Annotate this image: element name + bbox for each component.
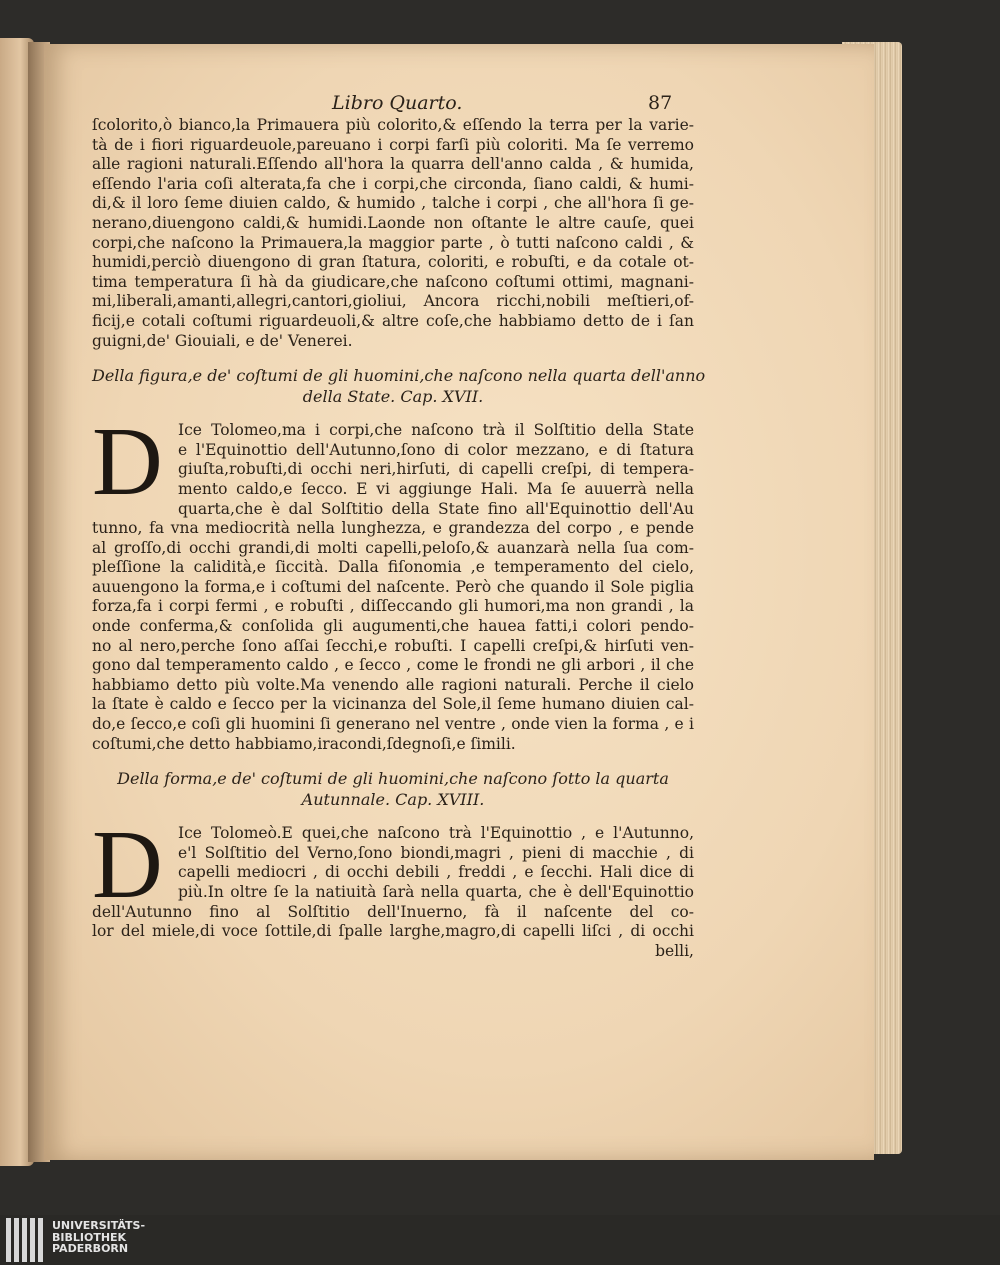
logo-line: PADERBORN <box>52 1242 129 1255</box>
paragraph-1 <box>92 116 694 351</box>
library-logo-icon <box>6 1218 46 1262</box>
logo-line: UNIVERSITÄTS- <box>52 1219 146 1232</box>
text-line: Ice Tolomeo,ma i corpi,che naſcono trà il Solſtitio della State <box>178 421 694 440</box>
chapter-heading-17 <box>92 365 706 407</box>
text-line: pleſſione la calidità,e ſiccità. Dalla fiſonomia ,e temperamento del cielo, <box>92 558 694 577</box>
heading-line: Autunnale. Cap. XVIII. <box>301 790 485 810</box>
text-line: alle ragioni naturali.Eſſendo all'hora la quarra dell'anno calda , & humida, <box>92 155 694 174</box>
text-line: gono dal temperamento caldo , e ſecco , come le frondi ne gli arbori , il che <box>92 656 694 675</box>
text-line: lor del miele,di voce ſottile,di ſpalle larghe,magro,di capelli liſci , di occhi <box>92 922 694 941</box>
page-text <box>92 92 706 961</box>
text-line: dell'Autunno fino al Solſtitio dell'Inuerno, fà il naſcente del co- <box>92 902 694 921</box>
text-line: humidi,perciò diuengono di gran ſtatura, coloriti, e robuſti, e da cotale ot- <box>92 253 694 272</box>
running-title: Libro Quarto. <box>332 92 463 114</box>
text-line: no al nero,perche ſono aſſai ſecchi,e robuſti. I capelli creſpi,& hirſuti ven- <box>92 636 694 655</box>
text-line: coſtumi,che detto habbiamo,iracondi,ſdegnoſi,e ſimili. <box>92 734 516 753</box>
text-line: e'l Solſtitio del Verno,ſono biondi,magri , pieni di macchie , di <box>178 843 694 862</box>
text-line: mi,liberali,amanti,allegri,cantori,gioliui, Ancora ricchi,nobili meſtieri,of- <box>92 292 694 311</box>
library-footer <box>0 1215 1000 1265</box>
text-line: eſſendo l'aria coſi alterata,fa che i corpi,che circonda, ſiano caldi, & humi- <box>92 174 694 193</box>
text-line: giuſta,robuſti,di occhi neri,hirſuti, di capelli creſpi, di tempera- <box>178 460 694 479</box>
text-line: guigni,de' Giouiali, e de' Venerei. <box>92 331 353 350</box>
heading-line: della State. Cap. XVII. <box>302 387 484 407</box>
heading-line: Della forma,e de' coſtumi de gli huomini,che naſcono ſotto la quarta <box>117 769 669 789</box>
text-line: tà de i fiori riguardeuole,pareuano i corpi farſi più coloriti. Ma ſe verremo <box>92 135 694 154</box>
library-logo-text <box>52 1220 145 1255</box>
text-line: habbiamo detto più volte.Ma venendo alle ragioni naturali. Perche il cielo <box>92 675 694 694</box>
drop-cap: D <box>92 811 163 920</box>
text-line: onde conferma,& conſolida gli augumenti,che hauea fatti,i colori pendo- <box>92 617 694 636</box>
text-line: forza,fa i corpi fermi , e robuſti , diſſeccando gli humori,ma non grandi , la <box>92 597 694 616</box>
text-line: ſcolorito,ò bianco,la Primauera più colorito,& eſſendo la terra per la varie- <box>92 116 694 134</box>
chapter-heading-18 <box>92 768 694 810</box>
text-line: auuengono la forma,e i coſtumi del naſcente. Però che quando il Sole piglia <box>92 577 694 596</box>
text-line: tunno, fa vna mediocrità nella lunghezza, e grandezza del corpo , e pende <box>92 519 694 538</box>
text-line: Ice Tolomeò.E quei,che naſcono trà l'Equinottio , e l'Autunno, <box>178 824 694 843</box>
paragraph-2 <box>92 408 694 754</box>
text-line: al groſſo,di occhi grandi,di molti capelli,peloſo,& auanzarà nella ſua com- <box>92 538 694 557</box>
text-line: ficij,e cotali coſtumi riguardeuoli,& altre coſe,che habbiamo detto de i ſan <box>92 311 694 330</box>
text-line: tima temperatura ſi hà da giudicare,che naſcono coſtumi ottimi, magnani- <box>92 272 694 291</box>
text-line: capelli mediocri , di occhi debili , freddi , e ſecchi. Hali dice di <box>178 863 694 882</box>
text-line: la ſtate è caldo e ſecco per la vicinanza del Sole,il ſeme humano diuien cal- <box>92 695 694 714</box>
heading-line: Della figura,e de' coſtumi de gli huomini,che naſcono nella quarta dell'anno <box>92 366 706 386</box>
text-line: corpi,che naſcono la Primauera,la maggior parte , ò tutti naſcono caldi , & <box>92 233 694 252</box>
text-line: di,& il loro ſeme diuien caldo, & humido , talche i corpi , che all'hora ſi ge- <box>92 194 694 213</box>
paragraph-3 <box>92 811 694 961</box>
running-header <box>92 92 694 116</box>
text-line: nerano,diuengono caldi,& humidi.Laonde non oſtante le altre cauſe, quei <box>92 213 694 232</box>
drop-cap: D <box>92 408 163 517</box>
text-line: do,e ſecco,e coſi gli huomini ſi generano nel ventre , onde vien la forma , e i <box>92 715 694 734</box>
logo-line: BIBLIOTHEK <box>52 1230 127 1244</box>
text-line: mento caldo,e ſecco. E vi aggiunge Hali. Ma ſe auuerrà nella <box>178 479 694 498</box>
catchword: belli, <box>655 941 694 960</box>
text-line: e l'Equinottio dell'Autunno,ſono di color mezzano, e di ſtatura <box>178 440 694 459</box>
page-number: 87 <box>648 92 673 114</box>
text-line: più.In oltre ſe la natiuità ſarà nella quarta, che è dell'Equinottio <box>178 883 694 901</box>
text-line: quarta,che è dal Solſtitio della State fino all'Equinottio dell'Au <box>178 499 694 518</box>
